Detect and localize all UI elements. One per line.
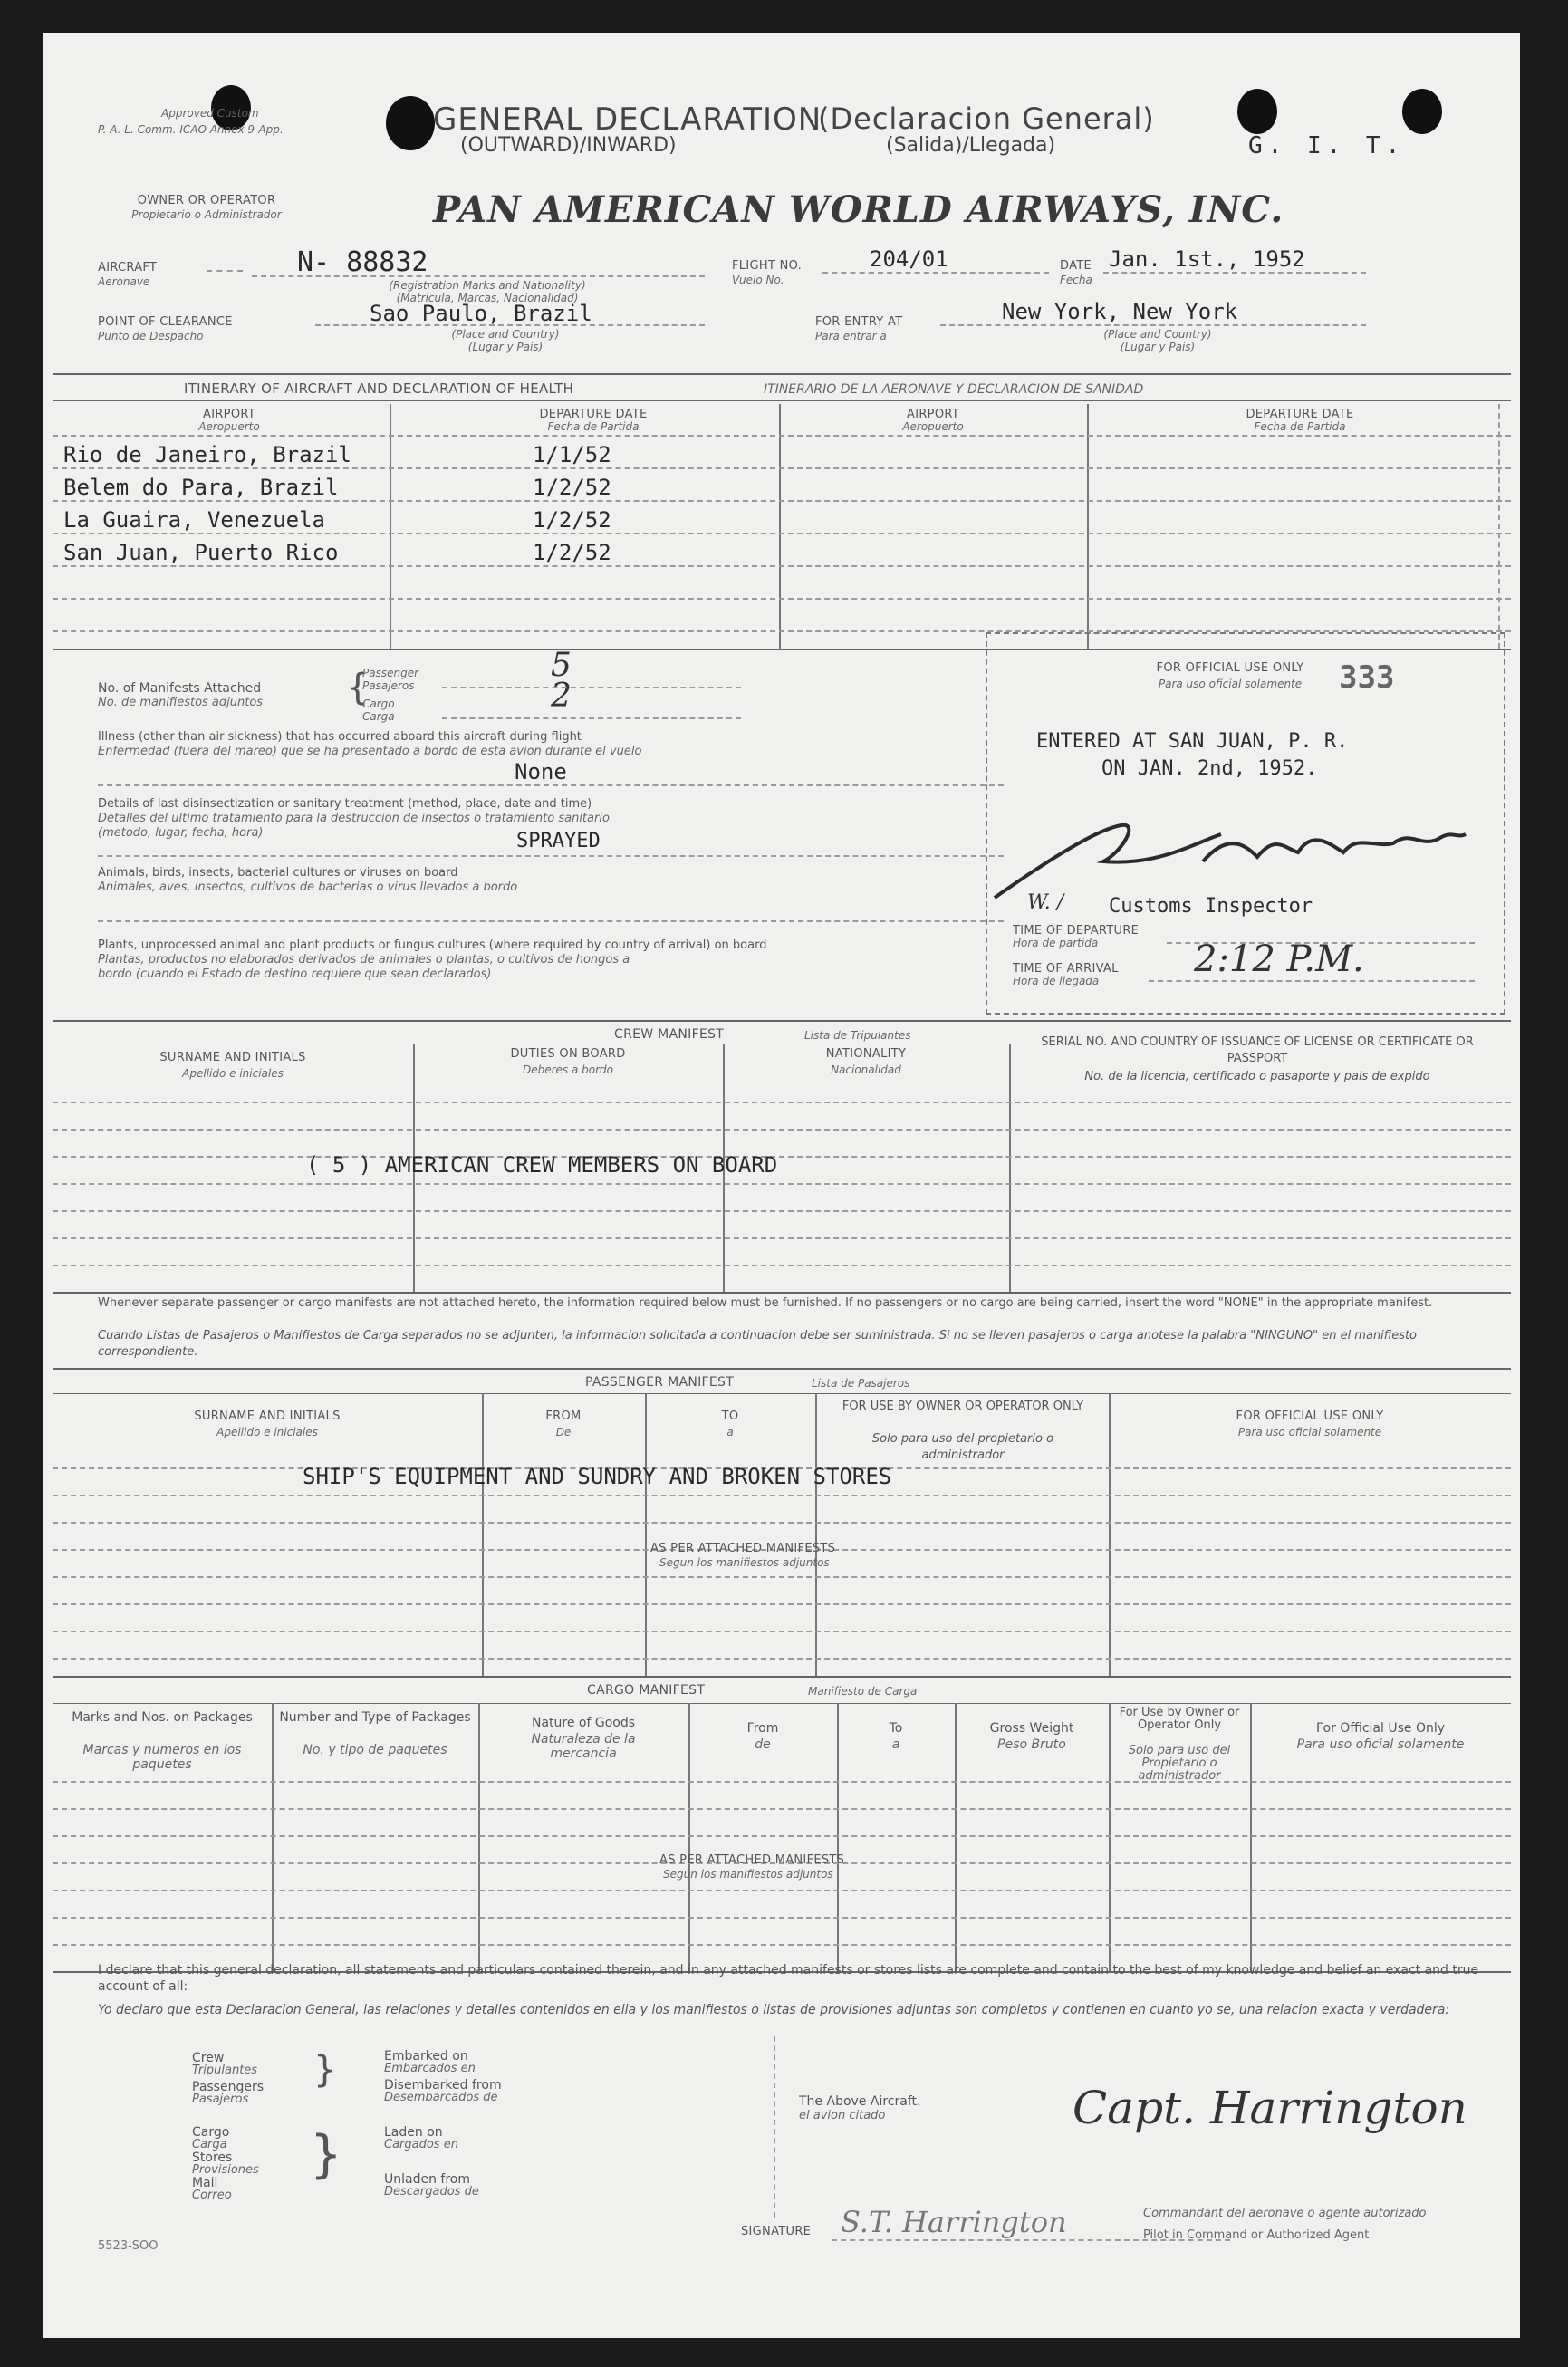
itin-departure-header-2-es: Fecha de Partida: [1254, 420, 1346, 433]
aircraft-label-es: Aeronave: [98, 275, 150, 288]
passenger-col-header: SURNAME AND INITIALS: [194, 1410, 341, 1423]
disembarked-label-es: Desembarcados de: [384, 2091, 498, 2104]
cargo-title: CARGO MANIFEST: [587, 1683, 706, 1698]
itin-row-airport: Belem do Para, Brazil: [63, 475, 339, 500]
inspector-title: Customs Inspector: [1109, 895, 1313, 918]
itin-departure-header-es: Fecha de Partida: [547, 420, 640, 433]
clearance-sub-es: (Lugar y Pais): [467, 341, 544, 353]
disembarked-label: Disembarked from: [384, 2078, 502, 2093]
official-use-label: FOR OFFICIAL USE ONLY: [1156, 661, 1304, 675]
aircraft-value: N- 88832: [297, 246, 428, 278]
clearance-sub: (Place and Country): [451, 328, 560, 341]
passenger-col-header: FROM: [545, 1410, 582, 1423]
disinsect-label-es: Detalles del ultimo tratamiento para la destruccion de insectos o tratamiento sanitario: [98, 812, 610, 825]
passenger-col-header: FOR OFFICIAL USE ONLY: [1236, 1410, 1384, 1423]
cargo-col-header-es: a: [891, 1737, 900, 1752]
official-use-label-es: Para uso oficial solamente: [1158, 678, 1303, 690]
passenger-col-header-es: Apellido e iniciales: [216, 1426, 318, 1438]
itin-airport-header-es: Aeropuerto: [198, 420, 260, 433]
doc-subtitle: (OUTWARD)/INWARD): [460, 134, 677, 157]
crew-col-header: NATIONALITY: [825, 1047, 907, 1061]
arrival-time-label: TIME OF ARRIVAL: [1013, 962, 1119, 976]
plants-label-es2: bordo (cuando el Estado de destino requiere que sean declarados): [98, 967, 492, 981]
passenger-col-header-es: Solo para uso del propietario o administrador: [871, 1432, 1054, 1462]
passenger-col-header-es: De: [555, 1426, 572, 1438]
itin-departure-header: DEPARTURE DATE: [539, 408, 648, 421]
crew-word-es: Tripulantes: [192, 2064, 258, 2077]
crew-col-header-es: Apellido e iniciales: [182, 1067, 284, 1080]
declaration-es: Yo declaro que esta Declaracion General, las relaciones y detalles contenidos en ella y los manifiestos o listas de provisiones adjuntas son completos y contienen en cuanto yo se, una relacion exacta y verdadera:: [98, 2003, 1450, 2017]
departure-time-label-es: Hora de partida: [1013, 937, 1099, 949]
passenger-col-header: FOR USE BY OWNER OR OPERATOR ONLY: [842, 1400, 1084, 1413]
crew-word: Crew: [192, 2051, 225, 2065]
crew-title: CREW MANIFEST: [614, 1027, 725, 1042]
passenger-label: Passenger: [362, 667, 419, 679]
official-number: 333: [1339, 659, 1395, 696]
notice-es: Cuando Listas de Pasajeros o Manifiestos de Carga separados no se adjunten, la informacion solicitada a continuacion debe ser suministrada. Si no se lleven pasajeros o carga anotese la palabra "NINGUNO" en el manifiesto correspondiente.: [98, 1329, 1418, 1359]
cargo-col-header: To: [889, 1721, 903, 1736]
cargo-count: 2: [551, 678, 572, 715]
itin-row-date: 1/2/52: [533, 540, 611, 565]
unladen-label-es: Descargados de: [384, 2185, 479, 2199]
passenger-col-header-es: Para uso oficial solamente: [1237, 1426, 1382, 1438]
stores-word: Stores: [192, 2151, 233, 2165]
cargo-col-header-es: No. y tipo de paquetes: [303, 1743, 447, 1757]
disinsect-value: SPRAYED: [516, 830, 601, 852]
plants-label: Plants, unprocessed animal and plant products or fungus cultures (where required by country of arrival) on board: [98, 938, 767, 952]
cargo-col-header: Number and Type of Packages: [279, 1710, 471, 1725]
cargo-attached: AS PER ATTACHED MANIFESTS: [659, 1853, 845, 1867]
illness-label: Illness (other than air sickness) that has occurred aboard this aircraft during flight: [98, 730, 582, 744]
flight-value: 204/01: [870, 246, 948, 272]
mail-word: Mail: [192, 2176, 218, 2190]
cargo-col-header-es: de: [755, 1737, 771, 1752]
declaration-en: I declare that this general declaration, all statements and particulars contained therein, and in any attached manifests or stores lists are complete and contain to the best of my knowledge and belief an exact and true account of all:: [98, 1963, 1479, 1994]
aircraft-label: AIRCRAFT: [98, 261, 158, 274]
crew-col-header: SERIAL NO. AND COUNTRY OF ISSUANCE OF LICENSE OR CERTIFICATE OR PASSPORT: [1041, 1035, 1474, 1065]
cargo-title-es: Manifiesto de Carga: [808, 1685, 918, 1698]
crew-entry: ( 5 ) AMERICAN CREW MEMBERS ON BOARD: [306, 1152, 778, 1178]
manifests-label-es: No. de manifiestos adjuntos: [98, 696, 264, 709]
aircraft-sub: (Registration Marks and Nationality): [389, 279, 586, 292]
date-value: Jan. 1st., 1952: [1109, 246, 1305, 272]
above-aircraft: The Above Aircraft.: [799, 2094, 921, 2109]
entry-value: New York, New York: [1002, 299, 1238, 324]
itinerary-title-es: ITINERARIO DE LA AERONAVE Y DECLARACION DE SANIDAD: [764, 382, 1144, 397]
itin-airport-header-2-es: Aeropuerto: [902, 420, 964, 433]
laden-label: Laden on: [384, 2125, 443, 2140]
entered-stamp-line2: ON JAN. 2nd, 1952.: [1101, 757, 1318, 780]
unladen-label: Unladen from: [384, 2172, 470, 2187]
entry-sub-es: (Lugar y Pais): [1120, 341, 1196, 353]
signature-value: S.T. Harrington: [841, 2205, 1067, 2239]
cargo-col-header: For Official Use Only: [1315, 1721, 1446, 1736]
illness-value: None: [515, 759, 567, 784]
notice-en: Whenever separate passenger or cargo manifests are not attached hereto, the information required below must be furnished. If no passengers or no cargo are being carried, insert the word "NONE" in the appropriate manifest.: [98, 1296, 1433, 1310]
cargo-col-header: Gross Weight: [989, 1721, 1074, 1736]
entry-sub: (Place and Country): [1103, 328, 1212, 341]
departure-time-label: TIME OF DEPARTURE: [1013, 924, 1140, 938]
passenger-attached-es: Segun los manifiestos adjuntos: [659, 1556, 830, 1569]
cargo-label: Cargo: [362, 698, 395, 710]
cargo-col-header: For Use by Owner or Operator Only: [1119, 1706, 1240, 1732]
cargo-word-es: Carga: [192, 2138, 227, 2151]
approved-line2: P. A. L. Comm. ICAO Annex 9-App.: [98, 123, 284, 136]
passenger-col-header: TO: [721, 1410, 739, 1423]
form-number: 5523-SOO: [98, 2239, 159, 2253]
clearance-label: POINT OF CLEARANCE: [98, 315, 233, 329]
crew-col-header-es: No. de la licencia, certificado o pasaporte y pais de expido: [1084, 1070, 1430, 1083]
flight-label: FLIGHT NO.: [732, 259, 803, 273]
brace: {: [346, 667, 370, 708]
git-mark: G. I. T.: [1248, 132, 1406, 159]
plants-label-es: Plantas, productos no elaborados derivados de animales o plantas, o cultivos de hongos a: [98, 953, 630, 967]
flight-label-es: Vuelo No.: [732, 274, 784, 286]
cargo-col-header-es: Naturaleza de la mercancia: [531, 1732, 636, 1761]
passenger-attached: AS PER ATTACHED MANIFESTS: [650, 1542, 836, 1555]
captain-handwriting: Capt. Harrington: [1073, 2082, 1467, 2134]
illness-label-es: Enfermedad (fuera del mareo) que se ha presentado a bordo de esta avion durante el vuelo: [98, 745, 642, 758]
passengers-word-es: Pasajeros: [192, 2093, 249, 2106]
operator-name: PAN AMERICAN WORLD AIRWAYS, INC.: [433, 188, 1284, 231]
date-label: DATE: [1060, 259, 1092, 273]
cargo-label-es: Carga: [362, 710, 395, 723]
punch-hole: [1402, 89, 1442, 134]
date-label-es: Fecha: [1060, 274, 1092, 286]
animals-label-es: Animales, aves, insectos, cultivos de bacterias o virus llevados a bordo: [98, 880, 518, 894]
doc-subtitle-es: (Salida)/Llegada): [886, 134, 1056, 157]
itin-row-date: 1/2/52: [533, 475, 611, 500]
passenger-col-header-es: a: [726, 1426, 734, 1438]
itinerary-title: ITINERARY OF AIRCRAFT AND DECLARATION OF HEALTH: [184, 380, 574, 397]
commander-label: Pilot in Command or Authorized Agent: [1143, 2228, 1370, 2242]
brace: }: [310, 2125, 342, 2184]
entered-stamp-line1: ENTERED AT SAN JUAN, P. R.: [1036, 730, 1349, 753]
itin-departure-header-2: DEPARTURE DATE: [1246, 408, 1354, 421]
manifests-label: No. of Manifests Attached: [98, 681, 262, 696]
doc-title: GENERAL DECLARATION: [433, 101, 822, 138]
arrival-time-label-es: Hora de llegada: [1013, 975, 1100, 987]
itin-airport-header-2: AIRPORT: [907, 408, 959, 421]
cargo-attached-es: Segun los manifiestos adjuntos: [663, 1868, 833, 1881]
aircraft-sub-es: (Matricula, Marcas, Nacionalidad): [396, 292, 579, 304]
above-aircraft-es: el avion citado: [799, 2109, 886, 2122]
cargo-col-header-es: Solo para uso del Propietario o administrador: [1128, 1744, 1231, 1783]
stores-word-es: Provisiones: [192, 2163, 259, 2177]
owner-label: OWNER OR OPERATOR: [137, 194, 276, 207]
itin-row-date: 1/2/52: [533, 507, 611, 533]
passenger-entry: SHIP'S EQUIPMENT AND SUNDRY AND BROKEN STORES: [303, 1464, 892, 1489]
passengers-word: Passengers: [192, 2080, 265, 2094]
itin-row-airport: San Juan, Puerto Rico: [63, 540, 339, 565]
crew-col-header: SURNAME AND INITIALS: [159, 1051, 306, 1064]
embarked-label: Embarked on: [384, 2049, 468, 2064]
clearance-label-es: Punto de Despacho: [98, 330, 204, 342]
doc-title-es: (Declaracion General): [818, 101, 1155, 136]
itin-airport-header: AIRPORT: [203, 408, 255, 421]
crew-col-header-es: Nacionalidad: [831, 1063, 901, 1076]
cargo-word: Cargo: [192, 2125, 230, 2140]
itin-row-airport: Rio de Janeiro, Brazil: [63, 442, 351, 467]
passenger-title-es: Lista de Pasajeros: [812, 1377, 910, 1390]
clearance-value: Sao Paulo, Brazil: [370, 301, 592, 326]
animals-label: Animals, birds, insects, bacterial cultures or viruses on board: [98, 866, 458, 880]
itin-row-date: 1/1/52: [533, 442, 611, 467]
entry-label: FOR ENTRY AT: [815, 315, 903, 329]
passenger-count: 5: [551, 647, 572, 684]
embarked-label-es: Embarcados en: [384, 2062, 476, 2075]
approved-line1: Approved Custom: [161, 107, 259, 120]
entry-label-es: Para entrar a: [815, 330, 887, 342]
disinsect-label: Details of last disinsectization or sanitary treatment (method, place, date and time): [98, 797, 592, 811]
commander-label-es: Commandant del aeronave o agente autorizado: [1143, 2207, 1427, 2220]
cargo-col-header: From: [746, 1721, 779, 1736]
punch-hole: [386, 96, 435, 150]
cargo-col-header: Marks and Nos. on Packages: [72, 1710, 253, 1725]
passenger-label-es: Pasajeros: [362, 679, 415, 692]
cargo-col-header: Nature of Goods: [531, 1716, 636, 1730]
brace: }: [313, 2049, 337, 2091]
punch-hole: [1237, 89, 1277, 134]
crew-col-header: DUTIES ON BOARD: [510, 1047, 626, 1061]
cargo-col-header-es: Peso Bruto: [997, 1737, 1066, 1752]
disinsect-label-es2: (metodo, lugar, fecha, hora): [98, 826, 264, 840]
cargo-col-header-es: Para uso oficial solamente: [1296, 1737, 1465, 1752]
arrival-time-value: 2:12 P.M.: [1194, 938, 1364, 980]
laden-label-es: Cargados en: [384, 2138, 458, 2151]
inspector-initials: W. /: [1027, 891, 1064, 914]
crew-title-es: Lista de Tripulantes: [804, 1029, 911, 1042]
cargo-col-header-es: Marcas y numeros en los paquetes: [82, 1743, 242, 1772]
mail-word-es: Correo: [192, 2189, 232, 2202]
passenger-title: PASSENGER MANIFEST: [585, 1375, 735, 1390]
declaration-sheet: [43, 33, 1520, 2338]
signature-label: SIGNATURE: [741, 2225, 812, 2238]
itin-row-airport: La Guaira, Venezuela: [63, 507, 325, 533]
crew-col-header-es: Deberes a bordo: [522, 1063, 614, 1076]
owner-label-es: Propietario o Administrador: [131, 208, 282, 221]
